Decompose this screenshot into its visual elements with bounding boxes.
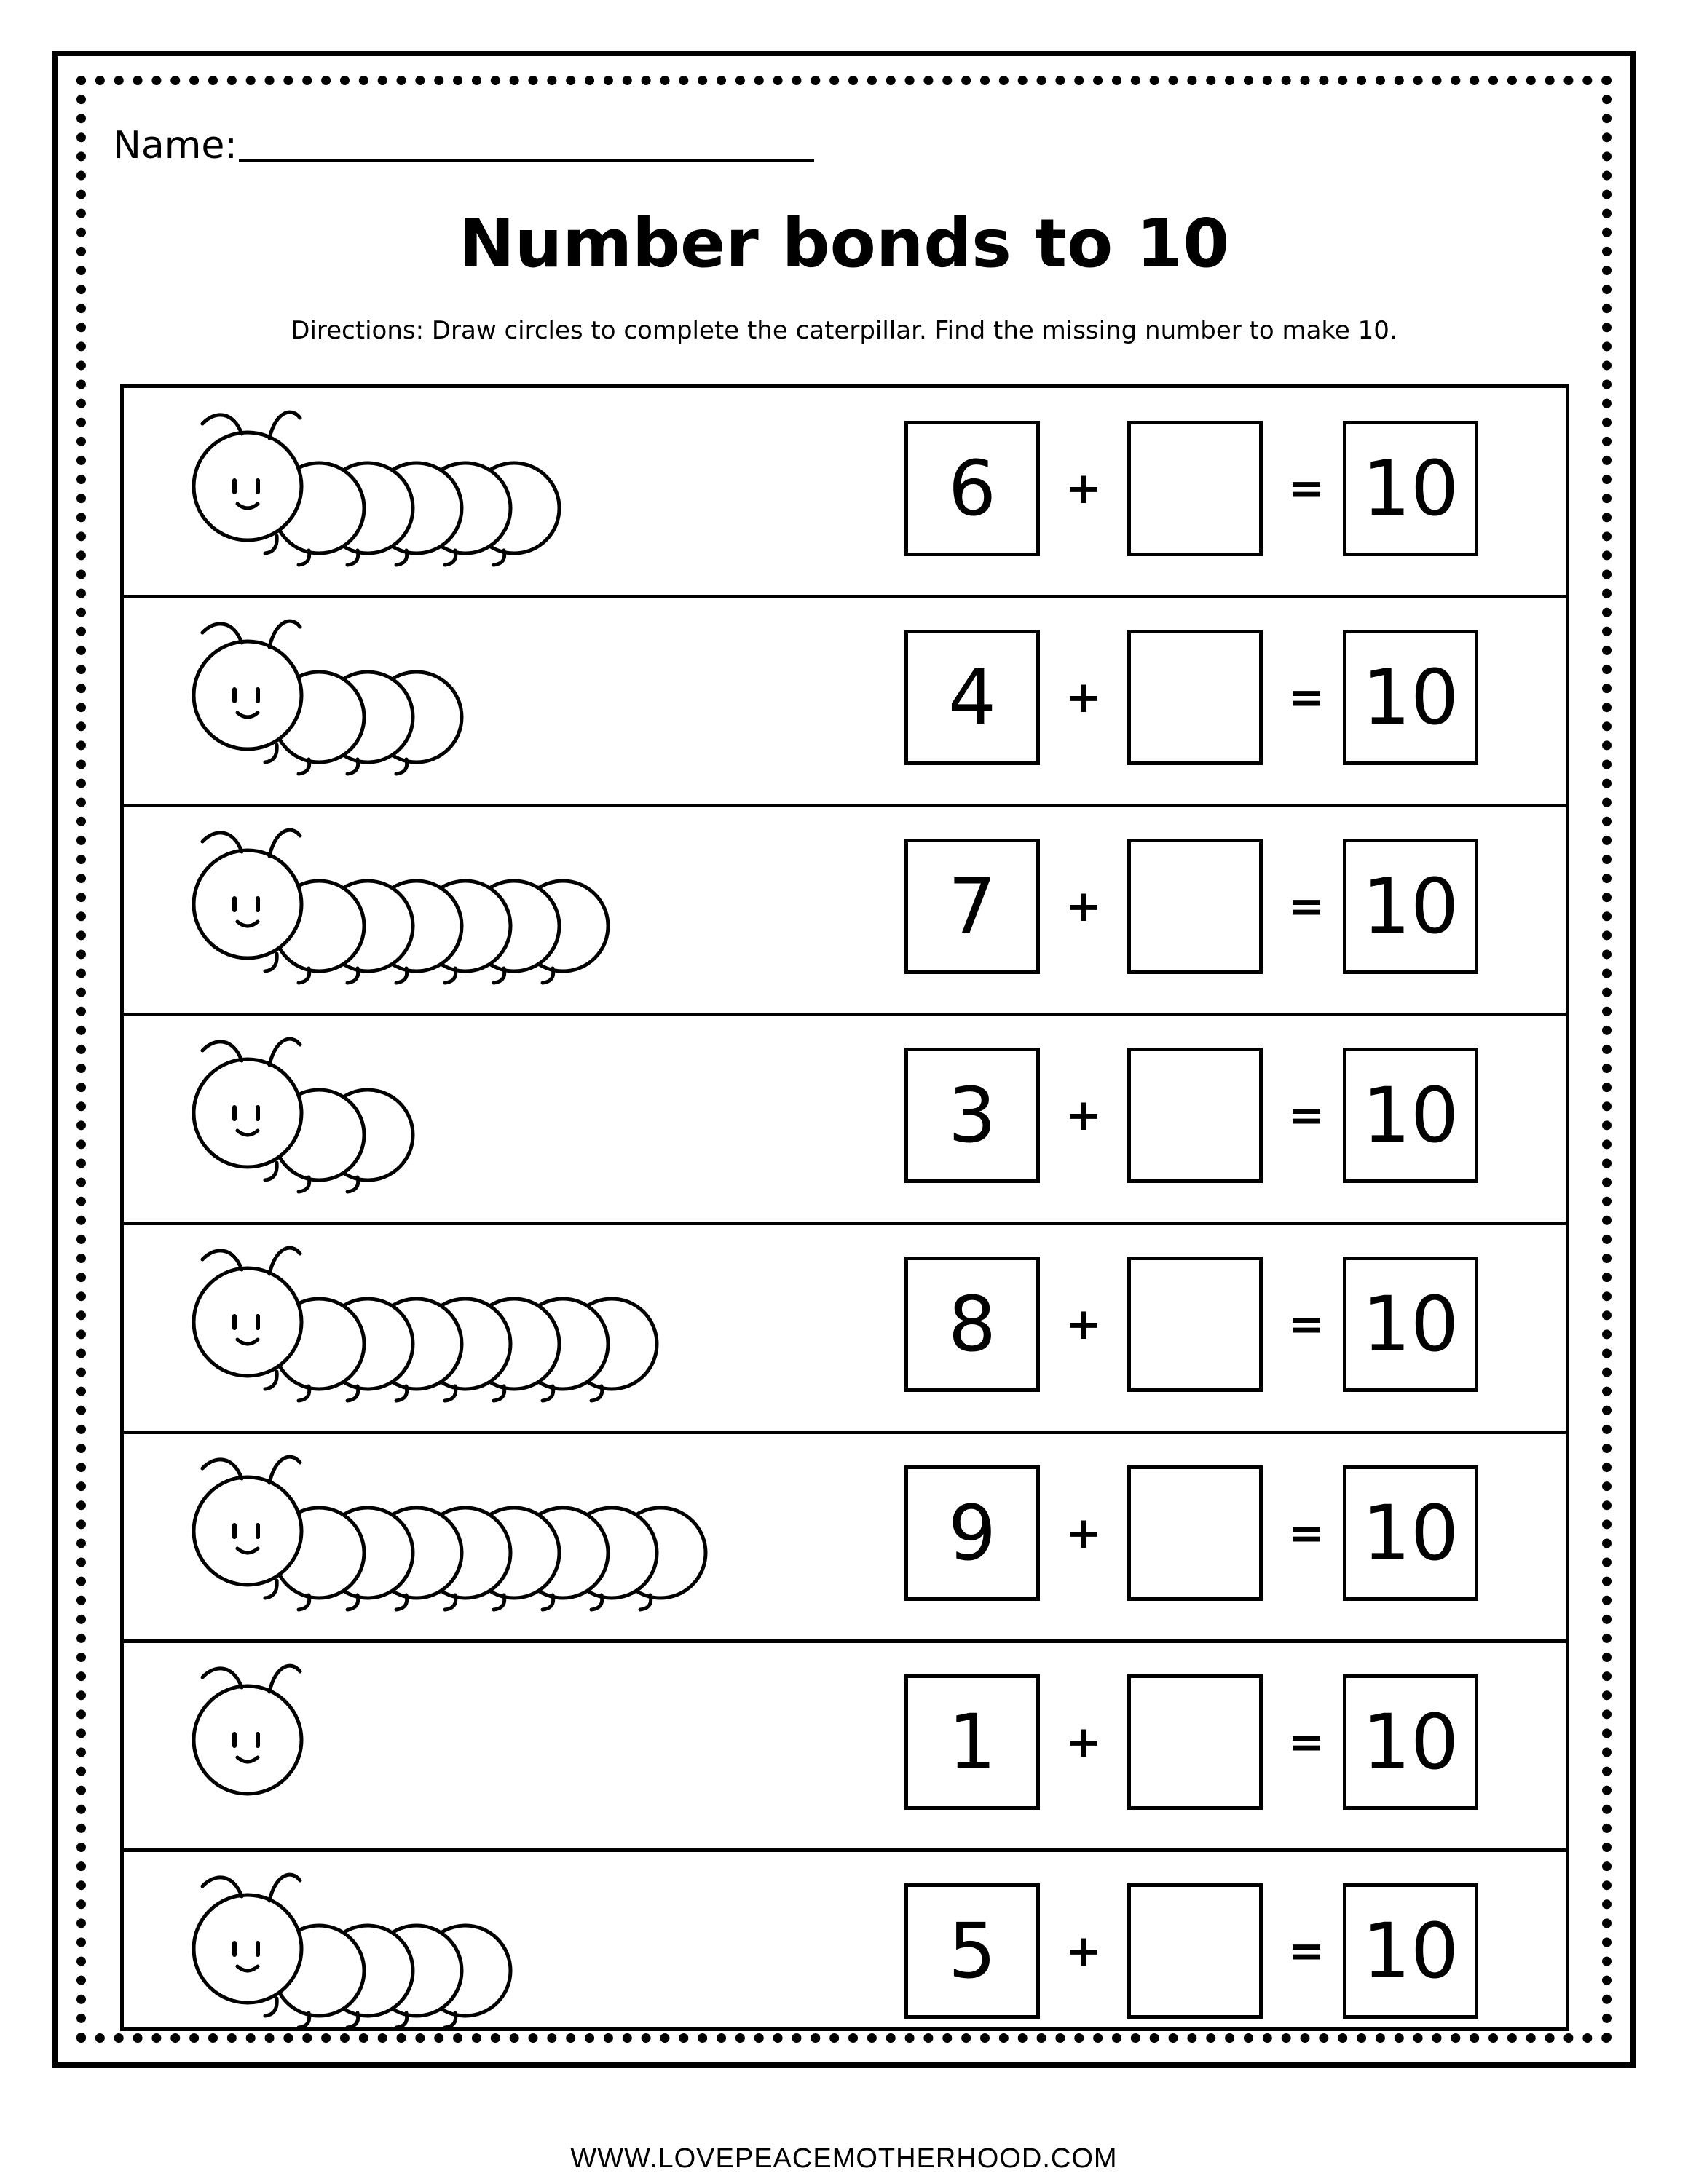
antenna-left bbox=[202, 415, 242, 434]
name-field[interactable] bbox=[239, 159, 814, 162]
antenna-left bbox=[202, 1042, 242, 1061]
equals-sign: = bbox=[1287, 463, 1325, 514]
caterpillar-head bbox=[194, 1895, 301, 2003]
caterpillar bbox=[175, 403, 816, 585]
caterpillar bbox=[175, 612, 816, 794]
row-divider bbox=[124, 1013, 1566, 1016]
caterpillar-head bbox=[194, 432, 301, 540]
total-box: 10 bbox=[1343, 1465, 1478, 1601]
plus-sign: + bbox=[1065, 672, 1103, 723]
row-divider bbox=[124, 1639, 1566, 1643]
plus-sign: + bbox=[1065, 881, 1103, 932]
antenna-left bbox=[202, 833, 242, 852]
missing-number-box[interactable] bbox=[1127, 1257, 1263, 1392]
caterpillar bbox=[175, 1029, 816, 1211]
missing-number-box[interactable] bbox=[1127, 1674, 1263, 1810]
missing-number-box[interactable] bbox=[1127, 1048, 1263, 1183]
problem-row bbox=[124, 1224, 1566, 1433]
total-box: 10 bbox=[1343, 1257, 1478, 1392]
caterpillar-head bbox=[194, 1268, 301, 1376]
plus-sign: + bbox=[1065, 463, 1103, 514]
directions: Directions: Draw circles to complete the caterpillar. Find the missing number to make 10. bbox=[291, 316, 1397, 345]
given-number-box: 3 bbox=[904, 1048, 1040, 1183]
problem-row bbox=[124, 1851, 1566, 2060]
plus-sign: + bbox=[1065, 1508, 1103, 1559]
caterpillar-head bbox=[194, 641, 301, 749]
problem-table bbox=[120, 384, 1569, 2031]
plus-sign: + bbox=[1065, 1299, 1103, 1350]
antenna-left bbox=[202, 1460, 242, 1479]
problem-row bbox=[124, 1015, 1566, 1224]
name-label: Name: bbox=[113, 124, 237, 167]
plus-sign: + bbox=[1065, 1090, 1103, 1141]
antenna-left bbox=[202, 1878, 242, 1896]
total-box: 10 bbox=[1343, 1883, 1478, 2019]
total-box: 10 bbox=[1343, 839, 1478, 974]
row-divider bbox=[124, 1431, 1566, 1434]
antenna-right bbox=[269, 1039, 300, 1065]
plus-sign: + bbox=[1065, 1926, 1103, 1977]
missing-number-box[interactable] bbox=[1127, 1465, 1263, 1601]
caterpillar-head bbox=[194, 1686, 301, 1794]
given-number-box: 1 bbox=[904, 1674, 1040, 1810]
total-box: 10 bbox=[1343, 421, 1478, 556]
row-divider bbox=[124, 804, 1566, 807]
website-footer: WWW.LOVEPEACEMOTHERHOOD.COM bbox=[570, 2143, 1118, 2174]
given-number-box: 8 bbox=[904, 1257, 1040, 1392]
caterpillar-head bbox=[194, 1059, 301, 1167]
antenna-left bbox=[202, 1669, 242, 1688]
antenna-right bbox=[269, 830, 300, 856]
row-divider bbox=[124, 1848, 1566, 1852]
equals-sign: = bbox=[1287, 1090, 1325, 1141]
equals-sign: = bbox=[1287, 1299, 1325, 1350]
caterpillar-head bbox=[194, 1477, 301, 1585]
given-number-box: 9 bbox=[904, 1465, 1040, 1601]
given-number-box: 5 bbox=[904, 1883, 1040, 2019]
equals-sign: = bbox=[1287, 1926, 1325, 1977]
antenna-left bbox=[202, 1251, 242, 1270]
given-number-box: 7 bbox=[904, 839, 1040, 974]
name-row bbox=[113, 116, 814, 167]
antenna-right bbox=[269, 1248, 300, 1274]
caterpillar bbox=[175, 1238, 816, 1420]
antenna-right bbox=[269, 621, 300, 647]
caterpillar bbox=[175, 1865, 816, 2047]
antenna-right bbox=[269, 1457, 300, 1483]
problem-row bbox=[124, 388, 1566, 597]
row-divider bbox=[124, 1222, 1566, 1225]
equals-sign: = bbox=[1287, 1717, 1325, 1768]
total-box: 10 bbox=[1343, 1048, 1478, 1183]
caterpillar bbox=[175, 1656, 816, 1838]
problem-row bbox=[124, 597, 1566, 806]
equals-sign: = bbox=[1287, 881, 1325, 932]
missing-number-box[interactable] bbox=[1127, 630, 1263, 765]
antenna-right bbox=[269, 412, 300, 438]
total-box: 10 bbox=[1343, 1674, 1478, 1810]
equals-sign: = bbox=[1287, 1508, 1325, 1559]
missing-number-box[interactable] bbox=[1127, 421, 1263, 556]
given-number-box: 6 bbox=[904, 421, 1040, 556]
antenna-right bbox=[269, 1666, 300, 1692]
antenna-left bbox=[202, 624, 242, 643]
caterpillar bbox=[175, 1447, 816, 1629]
caterpillar bbox=[175, 820, 816, 1002]
missing-number-box[interactable] bbox=[1127, 1883, 1263, 2019]
given-number-box: 4 bbox=[904, 630, 1040, 765]
problem-row bbox=[124, 1642, 1566, 1851]
problem-row bbox=[124, 1433, 1566, 1642]
problem-row bbox=[124, 806, 1566, 1015]
missing-number-box[interactable] bbox=[1127, 839, 1263, 974]
equals-sign: = bbox=[1287, 672, 1325, 723]
caterpillar-head bbox=[194, 850, 301, 958]
row-divider bbox=[124, 595, 1566, 598]
total-box: 10 bbox=[1343, 630, 1478, 765]
antenna-right bbox=[269, 1875, 300, 1901]
plus-sign: + bbox=[1065, 1717, 1103, 1768]
page-title: Number bonds to 10 bbox=[458, 205, 1230, 282]
